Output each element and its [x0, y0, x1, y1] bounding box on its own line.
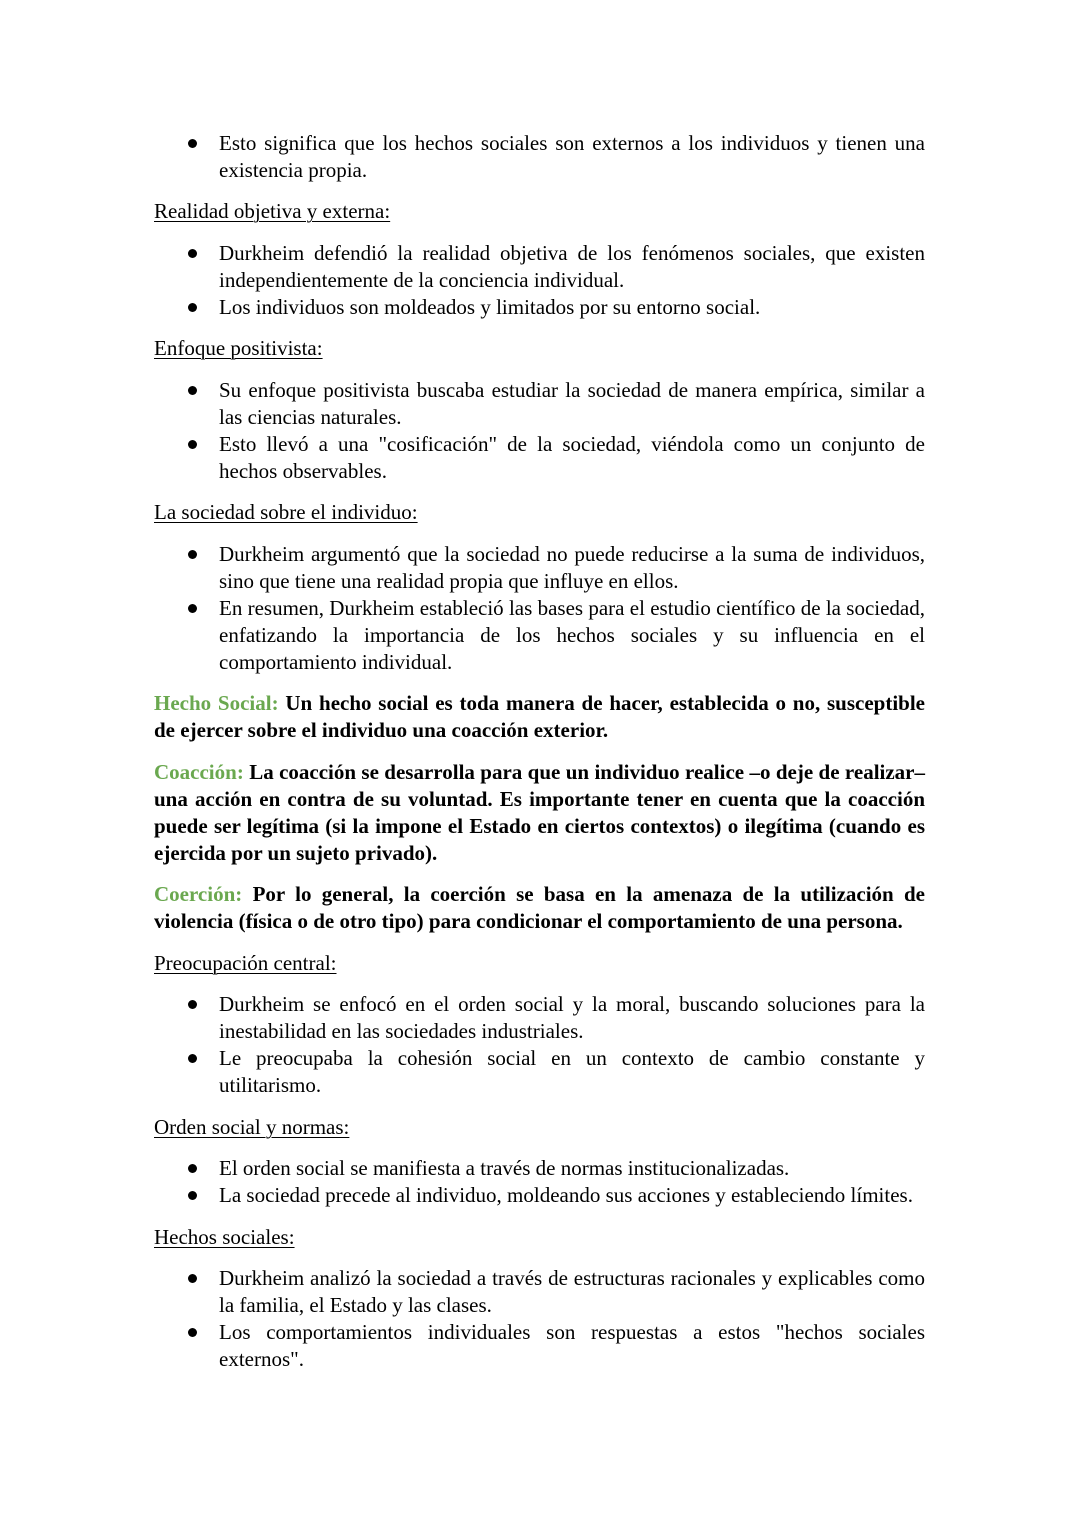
- bullet-icon: [188, 303, 197, 312]
- list-item: [154, 541, 925, 595]
- definition-term: Coacción:: [154, 759, 244, 784]
- bullet-icon: [188, 1164, 197, 1173]
- section-heading-realidad: [154, 198, 925, 225]
- list-item: [154, 130, 925, 184]
- definition-hecho-social: [154, 690, 925, 744]
- list-item-text: Le preocupaba la cohesión social en un contexto de cambio constante y utilitarismo.: [219, 1046, 925, 1097]
- list-item: [154, 294, 925, 321]
- preocupacion-list: [154, 991, 925, 1099]
- section-heading-text: Hechos sociales:: [154, 1224, 295, 1249]
- list-item: [154, 431, 925, 485]
- list-item-text: Su enfoque positivista buscaba estudiar la sociedad de manera empírica, similar a las ciencias naturales.: [219, 377, 925, 429]
- section-heading-text: Realidad objetiva y externa:: [154, 199, 391, 223]
- list-item-text: Durkheim analizó la sociedad a través de estructuras racionales y explicables como la familia, el Estado y las clases.: [219, 1266, 925, 1317]
- list-item-text: En resumen, Durkheim estableció las bases para el estudio científico de la sociedad, enfatizando la importancia de los hechos sociales y su influencia en el comportamiento individual.: [219, 595, 925, 674]
- sociedad-list: [154, 541, 925, 676]
- list-item: [154, 1155, 925, 1182]
- orden-list: [154, 1155, 925, 1209]
- list-item-text: El orden social se manifiesta a través de normas institucionalizadas.: [219, 1156, 790, 1180]
- section-heading-text: Orden social y normas:: [154, 1114, 350, 1139]
- bullet-icon: [188, 386, 197, 395]
- list-item: [154, 240, 925, 294]
- section-heading-text: La sociedad sobre el individuo:: [154, 500, 418, 524]
- list-item-text: Los individuos son moldeados y limitados por su entorno social.: [219, 294, 761, 319]
- definition-text: La coacción se desarrolla para que un individuo realice –o deje de realizar– una acción en contra de su voluntad. Es importante tener en cuenta que la coacción puede ser legítima (si la impone el Estado en ciertos contextos) o ilegítima (cuando es ejercida por un sujeto privado).: [154, 759, 925, 865]
- bullet-icon: [188, 604, 197, 613]
- section-heading-text: Enfoque positivista:: [154, 336, 323, 360]
- definition-coaccion: [154, 759, 925, 867]
- list-item-text: Esto significa que los hechos sociales son externos a los individuos y tienen una existencia propia.: [219, 130, 925, 182]
- list-item: [154, 1045, 925, 1099]
- section-heading-preocupacion: [154, 950, 925, 977]
- definition-coercion: [154, 881, 925, 935]
- bullet-icon: [188, 1000, 197, 1009]
- hechos-list: [154, 1265, 925, 1373]
- section-heading-hechos: [154, 1224, 925, 1251]
- list-item: [154, 595, 925, 676]
- document-body: [154, 130, 925, 1388]
- section-heading-sociedad: [154, 499, 925, 526]
- list-item-text: Esto llevó a una "cosificación" de la sociedad, viéndola como un conjunto de hechos observables.: [219, 431, 925, 483]
- list-item-text: Durkheim defendió la realidad objetiva de los fenómenos sociales, que existen independientemente de la conciencia individual.: [219, 240, 925, 292]
- list-item: [154, 1265, 925, 1319]
- definition-text: Un hecho social es toda manera de hacer, establecida o no, susceptible de ejercer sobre el individuo una coacción exterior.: [154, 691, 925, 742]
- list-item-text: La sociedad precede al individuo, moldeando sus acciones y estableciendo límites.: [219, 1183, 913, 1207]
- bullet-icon: [188, 440, 197, 449]
- list-item: [154, 1182, 925, 1209]
- bullet-icon: [188, 1191, 197, 1200]
- bullet-icon: [188, 139, 197, 148]
- section-heading-enfoque: [154, 335, 925, 362]
- list-item: [154, 377, 925, 431]
- list-item: [154, 991, 925, 1045]
- bullet-icon: [188, 1054, 197, 1063]
- list-item: [154, 1319, 925, 1373]
- bullet-icon: [188, 550, 197, 559]
- section-heading-orden: [154, 1114, 925, 1141]
- definition-text: Por lo general, la coerción se basa en la amenaza de la utilización de violencia (física o de otro tipo) para condicionar el comportamiento de una persona.: [154, 882, 926, 933]
- section-heading-text: Preocupación central:: [154, 950, 337, 975]
- bullet-icon: [188, 1274, 197, 1283]
- definition-term: Coerción:: [154, 882, 243, 906]
- list-item-text: Durkheim argumentó que la sociedad no puede reducirse a la suma de individuos, sino que tiene una realidad propia que influye en ellos.: [219, 541, 925, 593]
- intro-list: [154, 130, 925, 184]
- realidad-list: [154, 240, 925, 321]
- bullet-icon: [188, 249, 197, 258]
- list-item-text: Los comportamientos individuales son respuestas a estos "hechos sociales externos".: [219, 1320, 925, 1371]
- bullet-icon: [188, 1328, 197, 1337]
- definition-term: Hecho Social:: [154, 691, 279, 715]
- enfoque-list: [154, 377, 925, 485]
- list-item-text: Durkheim se enfocó en el orden social y la moral, buscando soluciones para la inestabilidad en las sociedades industriales.: [219, 992, 925, 1043]
